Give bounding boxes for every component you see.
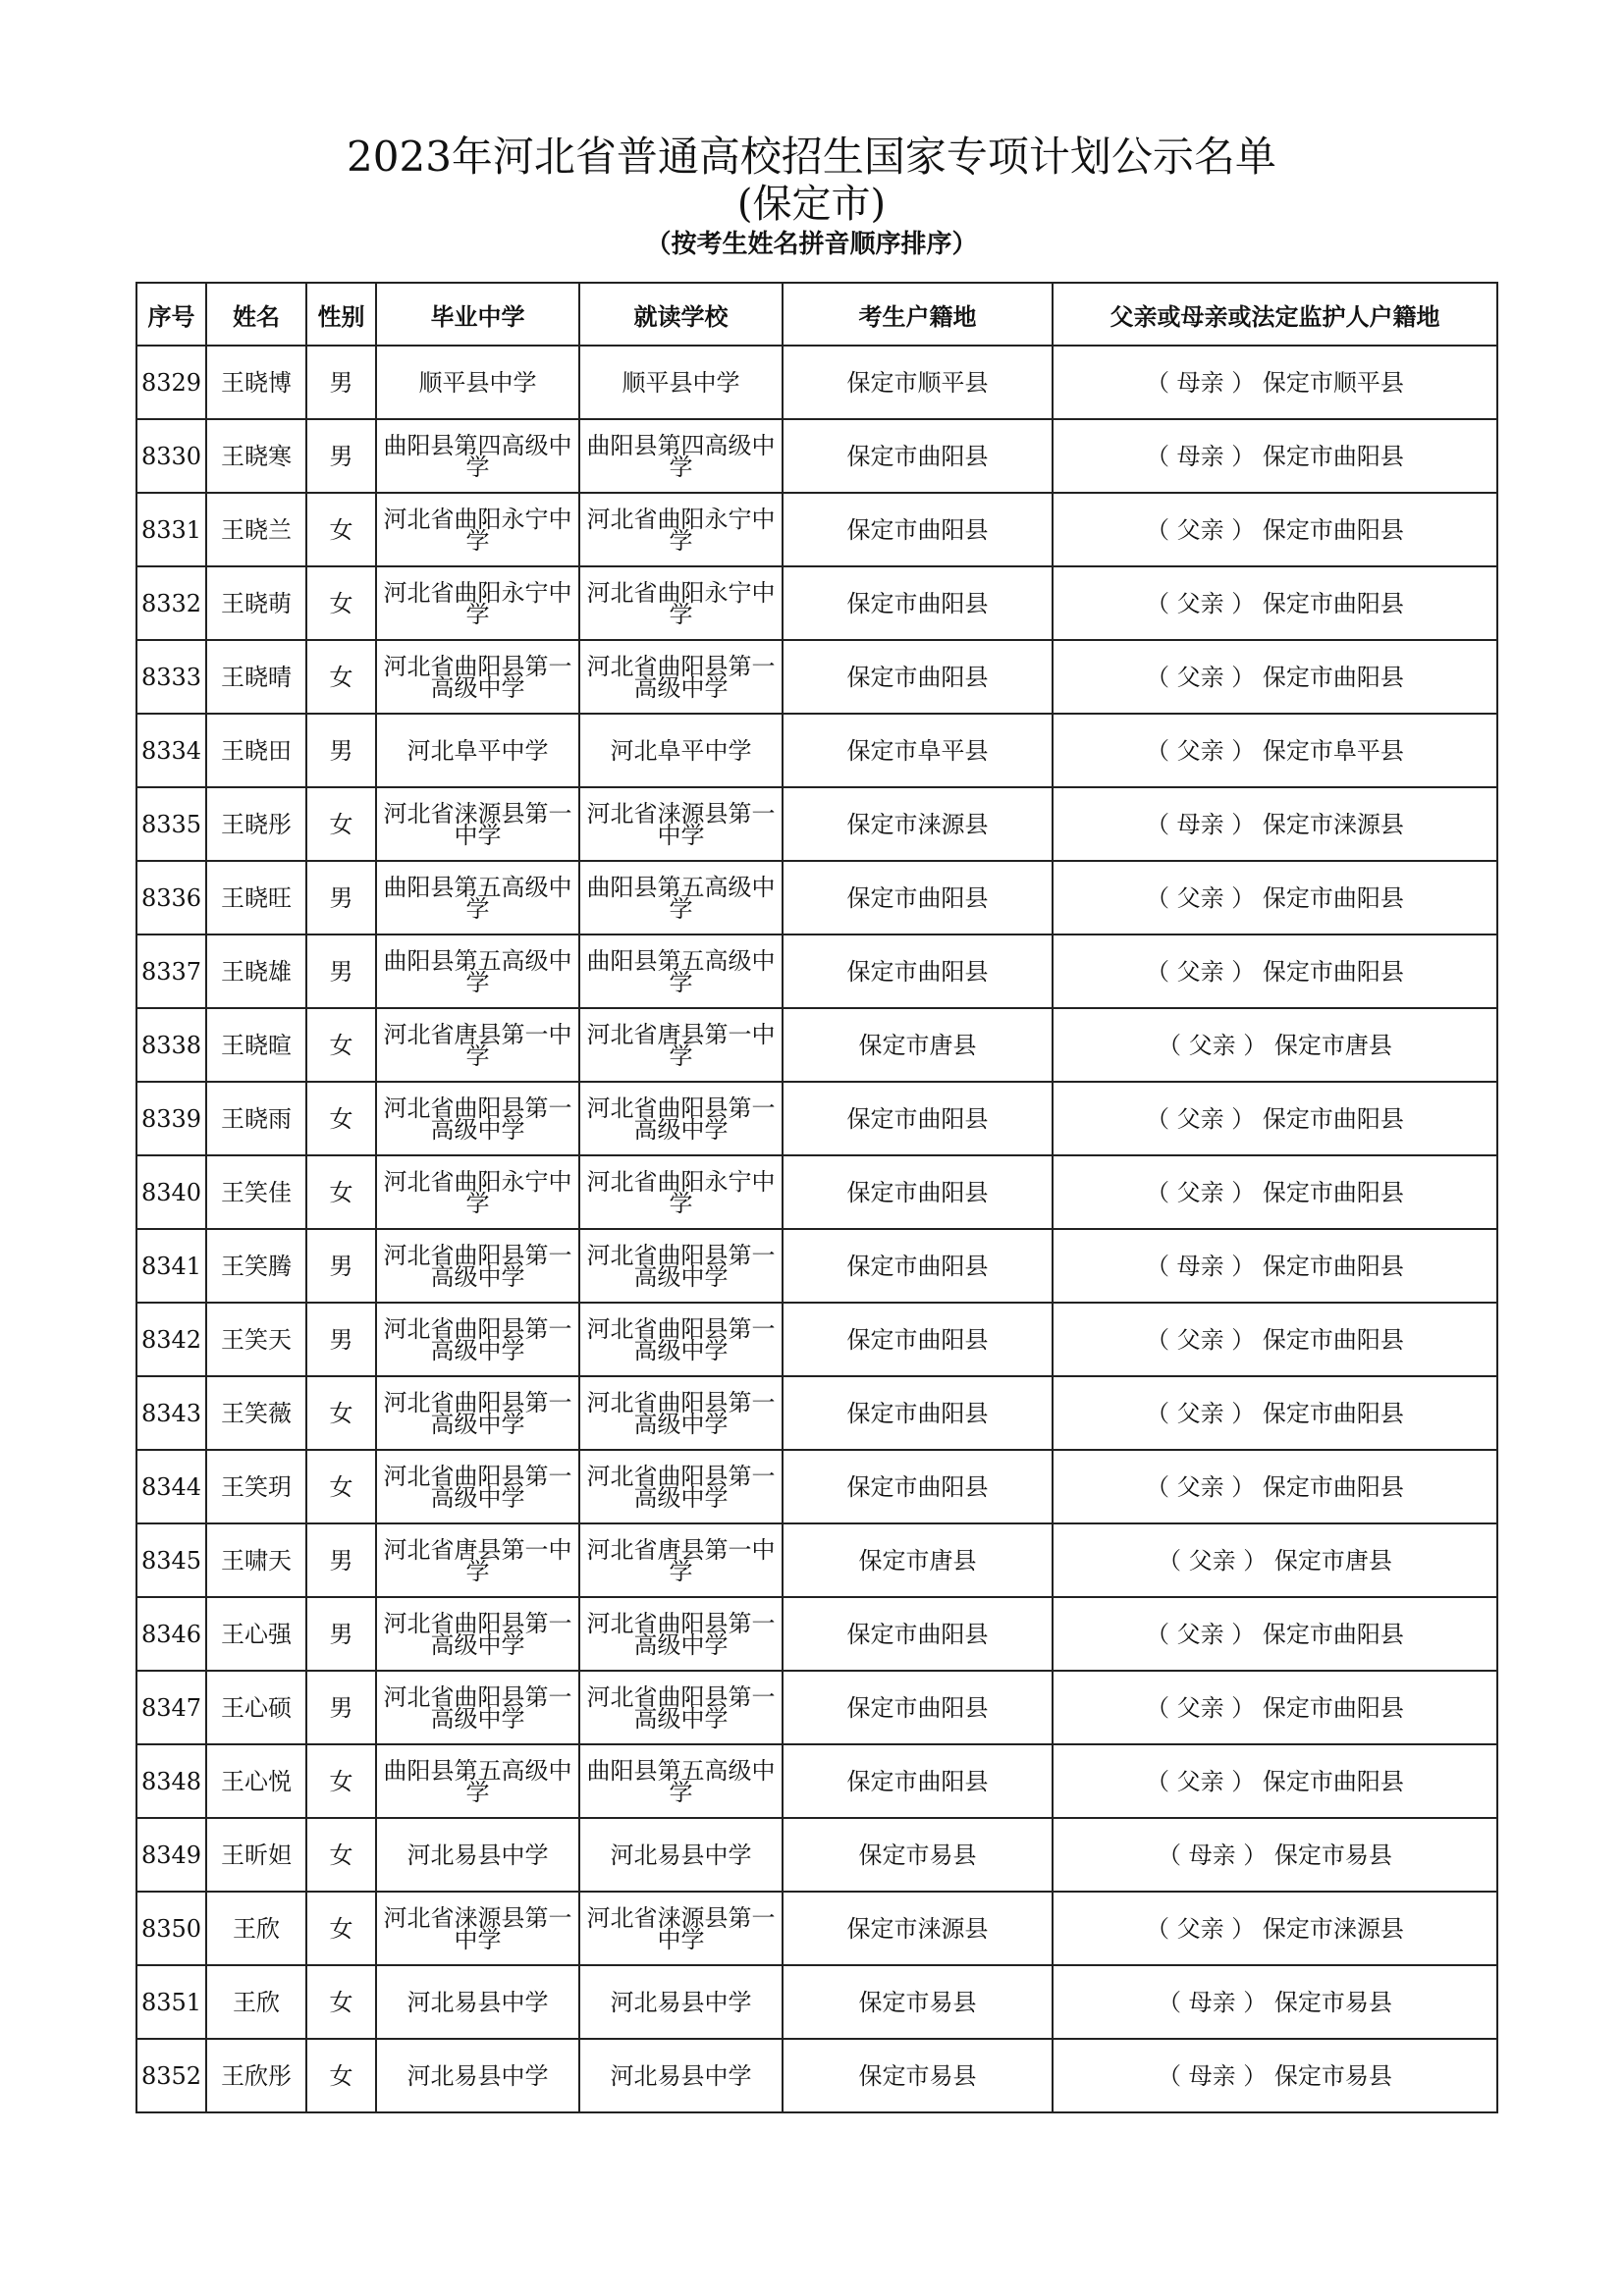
col-header-guardian: 父亲或母亲或法定监护人户籍地 bbox=[1053, 283, 1497, 346]
cell-gender: 女 bbox=[306, 1892, 376, 1965]
cell-guardian: （ 父亲 ） 保定市唐县 bbox=[1053, 1008, 1497, 1082]
table-header-row bbox=[136, 283, 1497, 346]
cell-domicile: 保定市涞源县 bbox=[783, 1892, 1053, 1965]
cell-grad-school: 河北省曲阳县第一高级中学 bbox=[376, 1597, 579, 1671]
table-row bbox=[136, 2039, 1497, 2112]
cell-grad-school: 曲阳县第五高级中学 bbox=[376, 934, 579, 1008]
cell-grad-school: 河北省唐县第一中学 bbox=[376, 1523, 579, 1597]
cell-grad-school: 河北省曲阳县第一高级中学 bbox=[376, 1450, 579, 1523]
cell-seq: 8345 bbox=[136, 1523, 206, 1597]
roster-table bbox=[135, 282, 1498, 2113]
table-row bbox=[136, 787, 1497, 861]
cell-domicile: 保定市曲阳县 bbox=[783, 1229, 1053, 1303]
cell-guardian: （ 母亲 ） 保定市顺平县 bbox=[1053, 346, 1497, 419]
cell-gender: 男 bbox=[306, 861, 376, 934]
cell-domicile: 保定市曲阳县 bbox=[783, 419, 1053, 493]
cell-guardian: （ 母亲 ） 保定市易县 bbox=[1053, 1965, 1497, 2039]
cell-seq: 8344 bbox=[136, 1450, 206, 1523]
cell-grad-school: 河北易县中学 bbox=[376, 1818, 579, 1892]
sort-note: （按考生姓名拼音顺序排序） bbox=[645, 230, 978, 259]
cell-seq: 8340 bbox=[136, 1155, 206, 1229]
col-header-gender: 性别 bbox=[306, 283, 376, 346]
table-row bbox=[136, 1671, 1497, 1744]
cell-grad-school: 河北阜平中学 bbox=[376, 714, 579, 787]
cell-grad-school: 曲阳县第五高级中学 bbox=[376, 1744, 579, 1818]
cell-domicile: 保定市曲阳县 bbox=[783, 566, 1053, 640]
cell-grad-school: 河北省曲阳县第一高级中学 bbox=[376, 1229, 579, 1303]
cell-school: 曲阳县第五高级中学 bbox=[579, 934, 783, 1008]
cell-name: 王欣 bbox=[206, 1892, 306, 1965]
cell-seq: 8350 bbox=[136, 1892, 206, 1965]
cell-gender: 男 bbox=[306, 419, 376, 493]
cell-school: 河北省曲阳县第一高级中学 bbox=[579, 640, 783, 714]
table-row bbox=[136, 640, 1497, 714]
cell-gender: 女 bbox=[306, 1744, 376, 1818]
cell-gender: 男 bbox=[306, 1229, 376, 1303]
cell-gender: 男 bbox=[306, 1303, 376, 1376]
cell-grad-school: 河北易县中学 bbox=[376, 1965, 579, 2039]
cell-gender: 男 bbox=[306, 714, 376, 787]
cell-guardian: （ 父亲 ） 保定市曲阳县 bbox=[1053, 861, 1497, 934]
cell-school: 河北易县中学 bbox=[579, 2039, 783, 2112]
cell-seq: 8351 bbox=[136, 1965, 206, 2039]
table-row bbox=[136, 1229, 1497, 1303]
cell-grad-school: 河北省曲阳永宁中学 bbox=[376, 493, 579, 566]
cell-school: 河北省曲阳县第一高级中学 bbox=[579, 1671, 783, 1744]
cell-seq: 8336 bbox=[136, 861, 206, 934]
cell-gender: 男 bbox=[306, 346, 376, 419]
cell-seq: 8330 bbox=[136, 419, 206, 493]
cell-guardian: （ 父亲 ） 保定市曲阳县 bbox=[1053, 566, 1497, 640]
table-row bbox=[136, 346, 1497, 419]
table-row bbox=[136, 861, 1497, 934]
cell-grad-school: 河北易县中学 bbox=[376, 2039, 579, 2112]
cell-school: 河北省涞源县第一中学 bbox=[579, 787, 783, 861]
cell-gender: 女 bbox=[306, 1155, 376, 1229]
cell-grad-school: 曲阳县第四高级中学 bbox=[376, 419, 579, 493]
table-row bbox=[136, 419, 1497, 493]
cell-seq: 8335 bbox=[136, 787, 206, 861]
col-header-domicile: 考生户籍地 bbox=[783, 283, 1053, 346]
cell-school: 河北省曲阳永宁中学 bbox=[579, 1155, 783, 1229]
cell-seq: 8339 bbox=[136, 1082, 206, 1155]
cell-guardian: （ 母亲 ） 保定市涞源县 bbox=[1053, 787, 1497, 861]
cell-guardian: （ 父亲 ） 保定市曲阳县 bbox=[1053, 493, 1497, 566]
cell-domicile: 保定市曲阳县 bbox=[783, 1082, 1053, 1155]
cell-school: 河北阜平中学 bbox=[579, 714, 783, 787]
cell-domicile: 保定市曲阳县 bbox=[783, 1597, 1053, 1671]
table-row bbox=[136, 493, 1497, 566]
cell-school: 曲阳县第五高级中学 bbox=[579, 1744, 783, 1818]
cell-gender: 女 bbox=[306, 1450, 376, 1523]
cell-gender: 女 bbox=[306, 1082, 376, 1155]
cell-seq: 8348 bbox=[136, 1744, 206, 1818]
cell-grad-school: 河北省曲阳县第一高级中学 bbox=[376, 1376, 579, 1450]
cell-guardian: （ 父亲 ） 保定市曲阳县 bbox=[1053, 934, 1497, 1008]
table-row bbox=[136, 934, 1497, 1008]
cell-name: 王晓田 bbox=[206, 714, 306, 787]
cell-guardian: （ 母亲 ） 保定市易县 bbox=[1053, 2039, 1497, 2112]
cell-domicile: 保定市曲阳县 bbox=[783, 1155, 1053, 1229]
table-row bbox=[136, 1303, 1497, 1376]
cell-domicile: 保定市涞源县 bbox=[783, 787, 1053, 861]
cell-domicile: 保定市易县 bbox=[783, 1818, 1053, 1892]
cell-seq: 8332 bbox=[136, 566, 206, 640]
cell-domicile: 保定市曲阳县 bbox=[783, 1450, 1053, 1523]
cell-domicile: 保定市曲阳县 bbox=[783, 934, 1053, 1008]
table-row bbox=[136, 714, 1497, 787]
cell-seq: 8338 bbox=[136, 1008, 206, 1082]
cell-name: 王晓暄 bbox=[206, 1008, 306, 1082]
table-row bbox=[136, 1376, 1497, 1450]
cell-name: 王笑腾 bbox=[206, 1229, 306, 1303]
cell-gender: 女 bbox=[306, 2039, 376, 2112]
cell-seq: 8341 bbox=[136, 1229, 206, 1303]
cell-guardian: （ 父亲 ） 保定市曲阳县 bbox=[1053, 1155, 1497, 1229]
table-row bbox=[136, 1744, 1497, 1818]
cell-name: 王晓博 bbox=[206, 346, 306, 419]
cell-domicile: 保定市易县 bbox=[783, 1965, 1053, 2039]
cell-grad-school: 河北省唐县第一中学 bbox=[376, 1008, 579, 1082]
cell-name: 王欣彤 bbox=[206, 2039, 306, 2112]
cell-seq: 8334 bbox=[136, 714, 206, 787]
cell-name: 王晓萌 bbox=[206, 566, 306, 640]
cell-guardian: （ 父亲 ） 保定市曲阳县 bbox=[1053, 1671, 1497, 1744]
cell-seq: 8343 bbox=[136, 1376, 206, 1450]
cell-grad-school: 河北省涞源县第一中学 bbox=[376, 787, 579, 861]
cell-guardian: （ 父亲 ） 保定市曲阳县 bbox=[1053, 1450, 1497, 1523]
cell-grad-school: 河北省曲阳县第一高级中学 bbox=[376, 1671, 579, 1744]
cell-guardian: （ 父亲 ） 保定市曲阳县 bbox=[1053, 640, 1497, 714]
cell-guardian: （ 父亲 ） 保定市曲阳县 bbox=[1053, 1303, 1497, 1376]
cell-gender: 女 bbox=[306, 566, 376, 640]
table-row bbox=[136, 1965, 1497, 2039]
cell-school: 河北省曲阳永宁中学 bbox=[579, 493, 783, 566]
cell-domicile: 保定市唐县 bbox=[783, 1008, 1053, 1082]
cell-school: 河北易县中学 bbox=[579, 1965, 783, 2039]
cell-grad-school: 河北省涞源县第一中学 bbox=[376, 1892, 579, 1965]
col-header-seq: 序号 bbox=[136, 283, 206, 346]
cell-name: 王晓彤 bbox=[206, 787, 306, 861]
cell-gender: 男 bbox=[306, 1523, 376, 1597]
cell-name: 王心硕 bbox=[206, 1671, 306, 1744]
page-subtitle: (保定市) bbox=[736, 182, 887, 227]
cell-school: 曲阳县第五高级中学 bbox=[579, 861, 783, 934]
table-row bbox=[136, 566, 1497, 640]
cell-name: 王心悦 bbox=[206, 1744, 306, 1818]
table-row bbox=[136, 1818, 1497, 1892]
cell-domicile: 保定市曲阳县 bbox=[783, 1376, 1053, 1450]
cell-domicile: 保定市曲阳县 bbox=[783, 861, 1053, 934]
cell-name: 王晓寒 bbox=[206, 419, 306, 493]
cell-grad-school: 河北省曲阳县第一高级中学 bbox=[376, 1082, 579, 1155]
cell-gender: 女 bbox=[306, 1965, 376, 2039]
table-row bbox=[136, 1450, 1497, 1523]
cell-name: 王晓旺 bbox=[206, 861, 306, 934]
table-row bbox=[136, 1597, 1497, 1671]
cell-guardian: （ 父亲 ） 保定市涞源县 bbox=[1053, 1892, 1497, 1965]
cell-domicile: 保定市曲阳县 bbox=[783, 493, 1053, 566]
cell-school: 河北省曲阳县第一高级中学 bbox=[579, 1597, 783, 1671]
cell-seq: 8346 bbox=[136, 1597, 206, 1671]
cell-school: 河北省曲阳县第一高级中学 bbox=[579, 1229, 783, 1303]
cell-seq: 8349 bbox=[136, 1818, 206, 1892]
cell-domicile: 保定市顺平县 bbox=[783, 346, 1053, 419]
cell-name: 王啸天 bbox=[206, 1523, 306, 1597]
roster-body bbox=[136, 346, 1497, 2112]
table-row bbox=[136, 1155, 1497, 1229]
cell-domicile: 保定市唐县 bbox=[783, 1523, 1053, 1597]
cell-school: 顺平县中学 bbox=[579, 346, 783, 419]
cell-seq: 8352 bbox=[136, 2039, 206, 2112]
page-title: 2023年河北省普通高校招生国家专项计划公示名单 bbox=[347, 133, 1276, 181]
cell-school: 河北省曲阳县第一高级中学 bbox=[579, 1303, 783, 1376]
cell-name: 王晓雨 bbox=[206, 1082, 306, 1155]
cell-guardian: （ 父亲 ） 保定市曲阳县 bbox=[1053, 1376, 1497, 1450]
cell-grad-school: 曲阳县第五高级中学 bbox=[376, 861, 579, 934]
cell-gender: 男 bbox=[306, 934, 376, 1008]
cell-gender: 女 bbox=[306, 787, 376, 861]
cell-domicile: 保定市易县 bbox=[783, 2039, 1053, 2112]
cell-seq: 8329 bbox=[136, 346, 206, 419]
cell-gender: 女 bbox=[306, 640, 376, 714]
cell-grad-school: 河北省曲阳永宁中学 bbox=[376, 1155, 579, 1229]
cell-name: 王欣 bbox=[206, 1965, 306, 2039]
cell-school: 河北省曲阳县第一高级中学 bbox=[579, 1450, 783, 1523]
cell-school: 河北省曲阳县第一高级中学 bbox=[579, 1082, 783, 1155]
cell-gender: 女 bbox=[306, 1818, 376, 1892]
cell-name: 王笑玥 bbox=[206, 1450, 306, 1523]
cell-seq: 8347 bbox=[136, 1671, 206, 1744]
col-header-name: 姓名 bbox=[206, 283, 306, 346]
cell-name: 王心强 bbox=[206, 1597, 306, 1671]
cell-school: 河北省曲阳县第一高级中学 bbox=[579, 1376, 783, 1450]
cell-guardian: （ 母亲 ） 保定市易县 bbox=[1053, 1818, 1497, 1892]
cell-domicile: 保定市曲阳县 bbox=[783, 1303, 1053, 1376]
cell-domicile: 保定市阜平县 bbox=[783, 714, 1053, 787]
cell-guardian: （ 父亲 ） 保定市曲阳县 bbox=[1053, 1082, 1497, 1155]
cell-school: 河北省曲阳永宁中学 bbox=[579, 566, 783, 640]
cell-guardian: （ 父亲 ） 保定市阜平县 bbox=[1053, 714, 1497, 787]
cell-name: 王晓雄 bbox=[206, 934, 306, 1008]
cell-name: 王笑天 bbox=[206, 1303, 306, 1376]
cell-name: 王笑薇 bbox=[206, 1376, 306, 1450]
table-row bbox=[136, 1082, 1497, 1155]
cell-gender: 女 bbox=[306, 493, 376, 566]
cell-domicile: 保定市曲阳县 bbox=[783, 1671, 1053, 1744]
table-row bbox=[136, 1892, 1497, 1965]
cell-guardian: （ 父亲 ） 保定市唐县 bbox=[1053, 1523, 1497, 1597]
cell-guardian: （ 母亲 ） 保定市曲阳县 bbox=[1053, 1229, 1497, 1303]
cell-grad-school: 河北省曲阳县第一高级中学 bbox=[376, 1303, 579, 1376]
cell-domicile: 保定市曲阳县 bbox=[783, 1744, 1053, 1818]
cell-school: 河北省涞源县第一中学 bbox=[579, 1892, 783, 1965]
cell-school: 河北省唐县第一中学 bbox=[579, 1008, 783, 1082]
col-header-grad-school: 毕业中学 bbox=[376, 283, 579, 346]
cell-guardian: （ 母亲 ） 保定市曲阳县 bbox=[1053, 419, 1497, 493]
cell-grad-school: 河北省曲阳永宁中学 bbox=[376, 566, 579, 640]
cell-name: 王昕妲 bbox=[206, 1818, 306, 1892]
cell-seq: 8337 bbox=[136, 934, 206, 1008]
col-header-school: 就读学校 bbox=[579, 283, 783, 346]
cell-seq: 8331 bbox=[136, 493, 206, 566]
cell-guardian: （ 父亲 ） 保定市曲阳县 bbox=[1053, 1597, 1497, 1671]
cell-name: 王晓晴 bbox=[206, 640, 306, 714]
cell-gender: 女 bbox=[306, 1008, 376, 1082]
cell-gender: 男 bbox=[306, 1671, 376, 1744]
cell-guardian: （ 父亲 ） 保定市曲阳县 bbox=[1053, 1744, 1497, 1818]
cell-name: 王笑佳 bbox=[206, 1155, 306, 1229]
cell-grad-school: 顺平县中学 bbox=[376, 346, 579, 419]
cell-domicile: 保定市曲阳县 bbox=[783, 640, 1053, 714]
cell-gender: 女 bbox=[306, 1376, 376, 1450]
table-row bbox=[136, 1523, 1497, 1597]
cell-grad-school: 河北省曲阳县第一高级中学 bbox=[376, 640, 579, 714]
cell-gender: 男 bbox=[306, 1597, 376, 1671]
cell-seq: 8342 bbox=[136, 1303, 206, 1376]
table-row bbox=[136, 1008, 1497, 1082]
cell-seq: 8333 bbox=[136, 640, 206, 714]
cell-name: 王晓兰 bbox=[206, 493, 306, 566]
cell-school: 河北易县中学 bbox=[579, 1818, 783, 1892]
cell-school: 河北省唐县第一中学 bbox=[579, 1523, 783, 1597]
cell-school: 曲阳县第四高级中学 bbox=[579, 419, 783, 493]
